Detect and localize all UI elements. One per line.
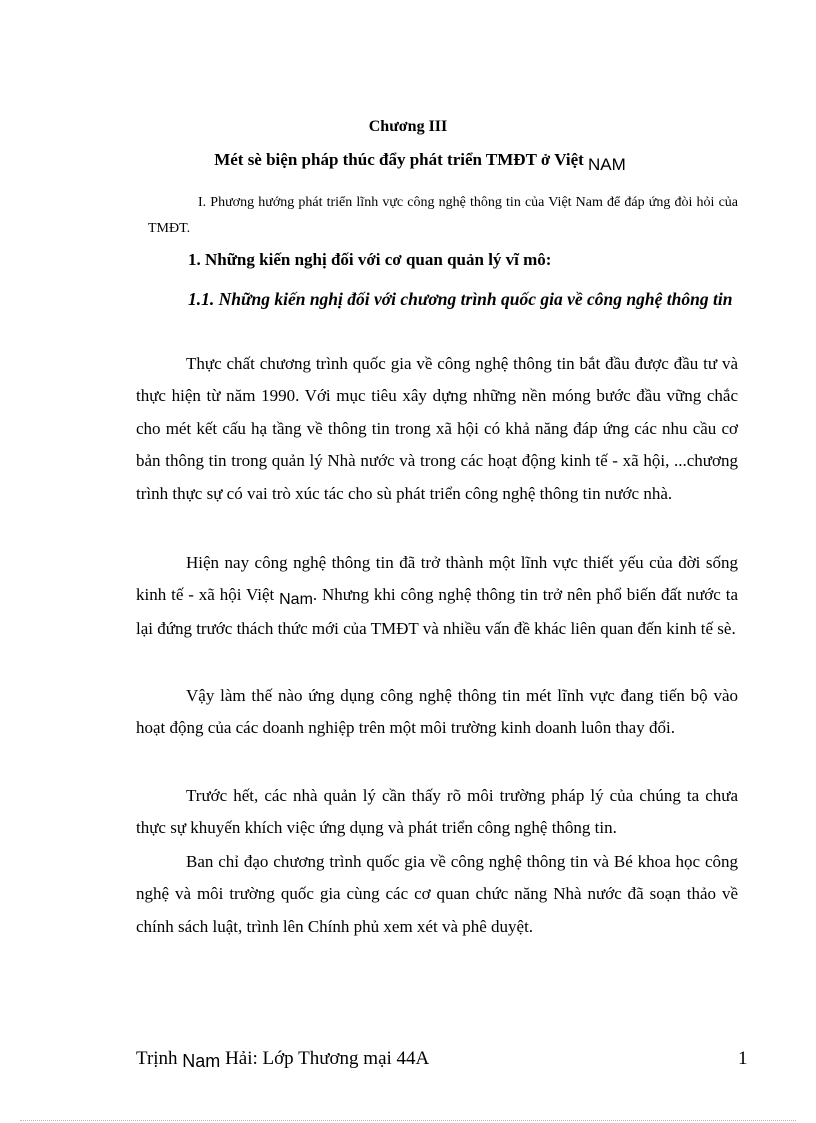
- subtitle-nam: NAM: [588, 155, 626, 174]
- paragraph-1: [136, 348, 738, 510]
- paragraph-4-text: Trước hết, các nhà quản lý cần thấy rõ môi trường pháp lý của chúng ta chưa thực sự khuyến khích việc ứng dụng và phát triển công nghệ thông tin.: [136, 786, 738, 838]
- paragraph-2-nam: Nam: [279, 591, 313, 609]
- paragraph-3: [136, 680, 738, 745]
- paragraph-5-text: Ban chỉ đạo chương trình quốc gia về công nghệ thông tin và Bé khoa học công nghệ và môi trường quốc gia cùng các cơ quan chức năng Nhà nước đã soạn thảo về chính sách luật, trình lên Chính phủ xem xét và phê duyệt.: [136, 852, 738, 936]
- paragraph-5: [136, 846, 738, 943]
- paragraph-2-text-a: Hiện nay công nghệ thông tin đã trở thành một lĩnh vực thiết yếu của đời sống kinh tế - xã hội Việt: [136, 553, 738, 605]
- page-footer: [136, 1048, 429, 1070]
- section-i-heading: [148, 190, 738, 242]
- subtitle-text: Mét sè biện pháp thúc đẩy phát triển TMĐT ở Việt: [214, 150, 589, 169]
- footer-author-first: Trịnh: [136, 1048, 183, 1069]
- paragraph-3-text: Vậy làm thế nào ứng dụng công nghệ thông tin mét lĩnh vực đang tiến bộ vào hoạt động của các doanh nghiệp trên một môi trường kinh doanh luôn thay đổi.: [136, 686, 738, 738]
- paragraph-2: [136, 547, 738, 645]
- paragraph-1-text: Thực chất chương trình quốc gia về công nghệ thông tin bắt đầu được đầu tư và thực hiện từ năm 1990. Với mục tiêu xây dựng những nền móng bước đầu vững chắc cho mét kết cấu hạ tầng về thông tin trong xã hội có khả năng đáp ứng các nhu cầu cơ bản thông tin trong quản lý Nhà nước và trong các hoạt động kinh tế - xã hội, ...chương trình thực sự có vai trò xúc tác cho sù phát triển công nghệ thông tin nước nhà.: [136, 354, 738, 503]
- paragraph-2-text-b: . Nhưng khi công nghệ thông tin trở nên phổ biến đất nước ta lại đứng trước thách thức mới của TMĐT và nhiều vấn đề khác liên quan đến kinh tế sè.: [136, 585, 738, 638]
- chapter-title: Chương III: [368, 118, 448, 135]
- heading-1-1: [148, 283, 738, 315]
- footer-author-nam: Nam: [182, 1051, 221, 1071]
- chapter-subtitle: [110, 150, 730, 174]
- section-i-text: I. Phương hướng phát triển lĩnh vực công nghệ thông tin của Việt Nam để đáp ứng đòi hỏi của TMĐT.: [148, 195, 738, 236]
- paragraph-4: [136, 780, 738, 845]
- footer-author-rest: Hải: Lớp Thương mại 44A: [220, 1048, 430, 1069]
- page-bottom-divider: [20, 1120, 796, 1121]
- heading-1-1-text: 1.1. Những kiến nghị đối với chương trình quốc gia về công nghệ thông tin: [188, 289, 733, 309]
- heading-1: 1. Những kiến nghị đối với cơ quan quản lý vĩ mô:: [188, 250, 552, 269]
- page-number: 1: [738, 1048, 748, 1069]
